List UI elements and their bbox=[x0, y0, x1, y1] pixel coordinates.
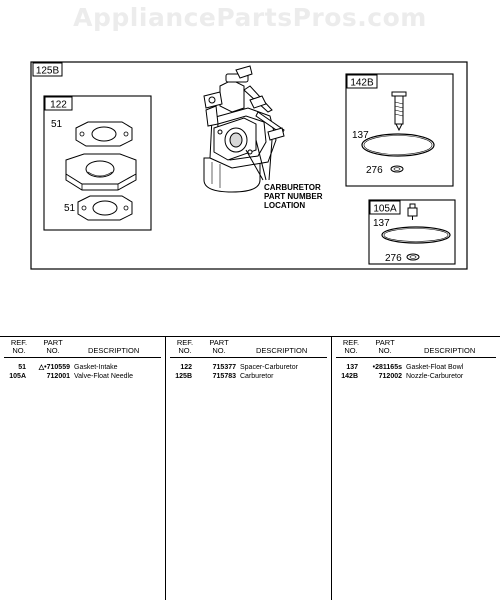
cell-description: Gasket-Float Bowl bbox=[406, 364, 464, 371]
callout-51-bottom: 51 bbox=[64, 203, 76, 214]
cell-ref: 137 bbox=[346, 364, 358, 371]
cell-ref: 105A bbox=[9, 373, 26, 380]
header-ref-line1: REF. bbox=[176, 338, 194, 347]
float-needle-drawing bbox=[408, 204, 417, 220]
location-note-line1: CARBURETOR bbox=[264, 183, 321, 192]
header-ref bbox=[172, 339, 198, 355]
callout-122: 122 bbox=[50, 99, 67, 111]
callout-276-upper: 276 bbox=[366, 165, 383, 176]
header-ref bbox=[6, 339, 32, 355]
parts-column-3 bbox=[332, 336, 500, 600]
cell-part-number: 715783 bbox=[212, 373, 236, 380]
cell-part-number: 712001 bbox=[46, 373, 70, 380]
cell-part-number: 712002 bbox=[378, 373, 402, 380]
header-rule bbox=[170, 357, 327, 358]
header-ref bbox=[338, 339, 364, 355]
header-description: DESCRIPTION bbox=[256, 346, 308, 355]
callout-137-lower: 137 bbox=[373, 218, 390, 229]
cell-description: Nozzle-Carburetor bbox=[406, 373, 464, 380]
nozzle-washer-upper-drawing bbox=[391, 166, 403, 172]
watermark: AppliancePartsPros.com bbox=[73, 3, 427, 32]
callout-276-lower: 276 bbox=[385, 253, 402, 264]
callout-125b: 125B bbox=[35, 65, 60, 77]
cell-ref: 142B bbox=[341, 373, 358, 380]
parts-column-1 bbox=[0, 336, 165, 600]
header-ref-line1: REF. bbox=[10, 338, 28, 347]
header-part-line2: NO. bbox=[378, 346, 392, 355]
cell-ref: 122 bbox=[180, 364, 192, 371]
cell-description: Gasket-Intake bbox=[74, 364, 118, 371]
cell-ref: 51 bbox=[18, 364, 26, 371]
cell-part-number: •281165s bbox=[372, 364, 402, 371]
header-rule bbox=[4, 357, 161, 358]
cell-part-number: △•710559 bbox=[38, 364, 70, 371]
header-part-line2: NO. bbox=[212, 346, 226, 355]
header-part-line1: PART bbox=[375, 338, 395, 347]
cell-part-number: 715377 bbox=[212, 364, 236, 371]
cell-description: Spacer-Carburetor bbox=[240, 364, 298, 371]
header-rule bbox=[336, 357, 496, 358]
header-ref-line2: NO. bbox=[12, 346, 26, 355]
float-bowl-gasket-lower-drawing bbox=[382, 227, 450, 243]
header-part-line1: PART bbox=[209, 338, 229, 347]
cell-description: Carburetor bbox=[240, 373, 274, 380]
header-description: DESCRIPTION bbox=[424, 346, 476, 355]
header-part-line1: PART bbox=[43, 338, 63, 347]
float-bowl-gasket-upper-drawing bbox=[362, 134, 434, 156]
callout-142b: 142B bbox=[350, 77, 374, 89]
header-ref-line2: NO. bbox=[344, 346, 358, 355]
header-part bbox=[40, 339, 66, 355]
header-part-line2: NO. bbox=[46, 346, 60, 355]
intake-gasket-bottom-drawing bbox=[78, 196, 132, 220]
header-part bbox=[206, 339, 232, 355]
parts-list-table bbox=[0, 336, 500, 600]
nozzle-drawing bbox=[392, 92, 406, 130]
carburetor-drawing bbox=[204, 66, 284, 192]
location-note-line3: LOCATION bbox=[264, 201, 306, 210]
header-ref-line1: REF. bbox=[342, 338, 360, 347]
header-ref-line2: NO. bbox=[178, 346, 192, 355]
location-note-line2: PART NUMBER bbox=[264, 192, 323, 201]
parts-column-2 bbox=[166, 336, 331, 600]
intake-gasket-top-drawing bbox=[76, 122, 132, 146]
header-description: DESCRIPTION bbox=[88, 346, 140, 355]
callout-137-upper: 137 bbox=[352, 130, 369, 141]
callout-105a: 105A bbox=[373, 203, 397, 215]
spacer-carburetor-drawing bbox=[66, 154, 136, 190]
nozzle-washer-lower-drawing bbox=[407, 254, 419, 260]
cell-ref: 125B bbox=[175, 373, 192, 380]
header-part bbox=[372, 339, 398, 355]
cell-description: Valve-Float Needle bbox=[74, 373, 134, 380]
callout-51-top: 51 bbox=[51, 119, 63, 130]
